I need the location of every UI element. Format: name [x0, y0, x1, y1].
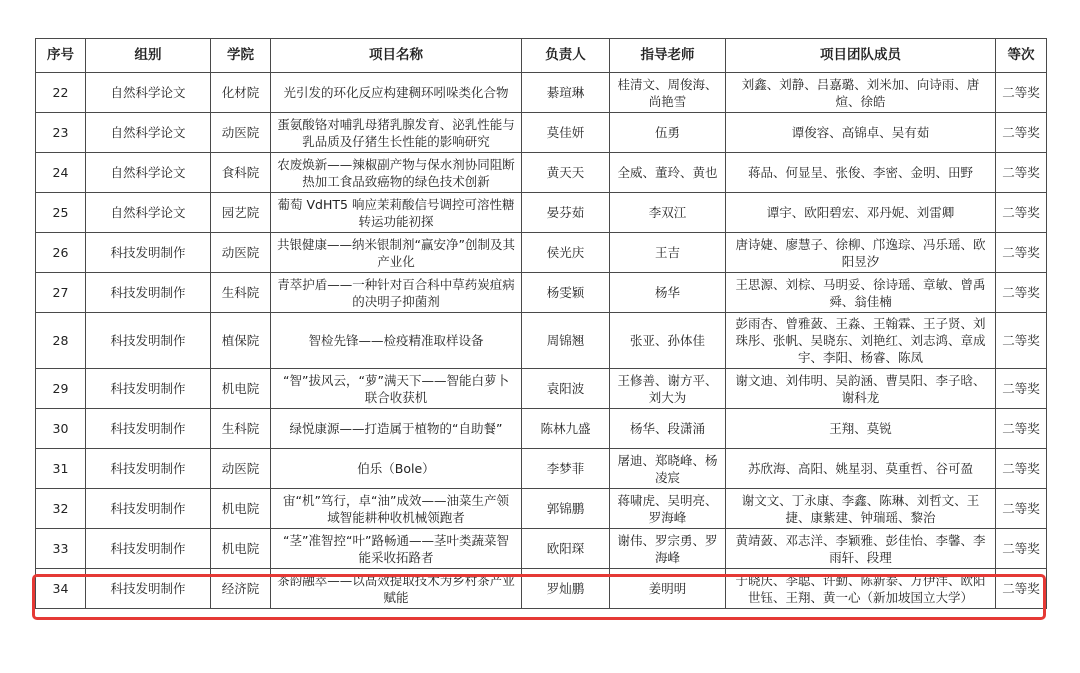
cell-group: 自然科学论文 [86, 73, 211, 113]
cell-leader: 黄天天 [522, 153, 610, 193]
cell-members: 王思源、刘棕、马明妥、徐诗瑶、章敏、曾禹舜、翁佳楠 [726, 273, 996, 313]
cell-advisor: 王修善、谢方平、刘大为 [610, 369, 726, 409]
cell-college: 园艺院 [211, 193, 271, 233]
cell-level: 二等奖 [996, 273, 1047, 313]
cell-leader: 郭锦鹏 [522, 489, 610, 529]
cell-college: 机电院 [211, 489, 271, 529]
cell-college: 生科院 [211, 409, 271, 449]
cell-leader: 陈林九盛 [522, 409, 610, 449]
cell-members: 彭雨杏、曾雅蔹、王淼、王翰霖、王子贤、刘珠彤、张帆、吴晓东、刘艳红、刘志鸿、章成宇、李阳、杨睿、陈凤 [726, 313, 996, 369]
header-leader: 负责人 [522, 39, 610, 73]
cell-project: 青萃护盾——一种针对百合科中草药炭疽病的决明子抑菌剂 [271, 273, 522, 313]
cell-project: 宙“机”笃行，卓“油”成效——油菜生产领域智能耕种收机械领跑者 [271, 489, 522, 529]
cell-group: 科技发明制作 [86, 369, 211, 409]
table-row [36, 489, 1047, 529]
cell-level: 二等奖 [996, 153, 1047, 193]
table-row [36, 153, 1047, 193]
cell-level: 二等奖 [996, 73, 1047, 113]
cell-seq: 26 [36, 233, 86, 273]
cell-college: 植保院 [211, 313, 271, 369]
cell-members: 苏欣海、高阳、姚星羽、莫重哲、谷可盈 [726, 449, 996, 489]
cell-college: 动医院 [211, 449, 271, 489]
cell-leader: 晏芬茹 [522, 193, 610, 233]
cell-seq: 27 [36, 273, 86, 313]
table-row [36, 409, 1047, 449]
cell-level: 二等奖 [996, 369, 1047, 409]
cell-members: 谭俊容、高锦卓、吴有茹 [726, 113, 996, 153]
cell-level: 二等奖 [996, 489, 1047, 529]
table-body [36, 73, 1047, 609]
header-project: 项目名称 [271, 39, 522, 73]
cell-project: “茎”准智控“叶”路畅通——茎叶类蔬菜智能采收拓路者 [271, 529, 522, 569]
cell-level: 二等奖 [996, 113, 1047, 153]
table-header-row [36, 39, 1047, 73]
cell-leader: 綦瑄琳 [522, 73, 610, 113]
cell-college: 生科院 [211, 273, 271, 313]
cell-project: 光引发的环化反应构建稠环吲哚类化合物 [271, 73, 522, 113]
cell-level: 二等奖 [996, 569, 1047, 609]
cell-level: 二等奖 [996, 409, 1047, 449]
cell-advisor: 全威、董玲、黄也 [610, 153, 726, 193]
header-members: 项目团队成员 [726, 39, 996, 73]
cell-members: 谢文迪、刘伟明、吴韵涵、曹昊阳、李子晗、谢科龙 [726, 369, 996, 409]
cell-group: 自然科学论文 [86, 153, 211, 193]
table-row [36, 569, 1047, 609]
cell-college: 动医院 [211, 113, 271, 153]
cell-members: 刘鑫、刘静、吕嘉璐、刘米加、向诗雨、唐煊、徐皓 [726, 73, 996, 113]
cell-group: 科技发明制作 [86, 409, 211, 449]
cell-members: 唐诗婕、廖慧子、徐柳、邝逸琮、冯乐瑶、欧阳昱汐 [726, 233, 996, 273]
cell-group: 自然科学论文 [86, 113, 211, 153]
cell-leader: 罗灿鹏 [522, 569, 610, 609]
cell-members: 谢文文、丁永康、李鑫、陈琳、刘哲文、王捷、康紫建、钟瑞瑶、黎治 [726, 489, 996, 529]
cell-project: 农废焕新——辣椒副产物与保水剂协同阻断热加工食品致癌物的绿色技术创新 [271, 153, 522, 193]
cell-leader: 周锦翘 [522, 313, 610, 369]
cell-advisor: 伍勇 [610, 113, 726, 153]
cell-group: 科技发明制作 [86, 569, 211, 609]
cell-group: 自然科学论文 [86, 193, 211, 233]
cell-seq: 28 [36, 313, 86, 369]
cell-advisor: 张亚、孙体佳 [610, 313, 726, 369]
cell-group: 科技发明制作 [86, 273, 211, 313]
table-row [36, 313, 1047, 369]
cell-seq: 24 [36, 153, 86, 193]
cell-leader: 杨雯颖 [522, 273, 610, 313]
cell-level: 二等奖 [996, 233, 1047, 273]
header-group: 组别 [86, 39, 211, 73]
table-row [36, 273, 1047, 313]
cell-leader: 莫佳妍 [522, 113, 610, 153]
cell-project: “智”拔风云，“萝”满天下——智能白萝卜联合收获机 [271, 369, 522, 409]
cell-group: 科技发明制作 [86, 449, 211, 489]
table-row [36, 113, 1047, 153]
cell-seq: 34 [36, 569, 86, 609]
cell-advisor: 谢伟、罗宗勇、罗海峰 [610, 529, 726, 569]
cell-leader: 欧阳琛 [522, 529, 610, 569]
cell-advisor: 杨华 [610, 273, 726, 313]
cell-advisor: 杨华、段潇涌 [610, 409, 726, 449]
cell-college: 机电院 [211, 369, 271, 409]
cell-project: 茶韵融萃——以高效提取技术为乡村茶产业赋能 [271, 569, 522, 609]
header-college: 学院 [211, 39, 271, 73]
cell-college: 动医院 [211, 233, 271, 273]
cell-members: 于晓庆、李聪、许勤、陈新泰、万伊洋、欧阳世钰、王翔、黄一心（新加坡国立大学） [726, 569, 996, 609]
cell-project: 葡萄 VdHT5 响应茉莉酸信号调控可溶性糖转运功能初探 [271, 193, 522, 233]
cell-project: 共银健康——纳米银制剂“赢安净”创制及其产业化 [271, 233, 522, 273]
cell-leader: 李梦菲 [522, 449, 610, 489]
table-row [36, 73, 1047, 113]
cell-level: 二等奖 [996, 193, 1047, 233]
cell-college: 经济院 [211, 569, 271, 609]
cell-advisor: 姜明明 [610, 569, 726, 609]
cell-seq: 22 [36, 73, 86, 113]
table-row [36, 233, 1047, 273]
cell-level: 二等奖 [996, 449, 1047, 489]
header-advisor: 指导老师 [610, 39, 726, 73]
cell-seq: 31 [36, 449, 86, 489]
cell-group: 科技发明制作 [86, 489, 211, 529]
cell-seq: 25 [36, 193, 86, 233]
cell-group: 科技发明制作 [86, 529, 211, 569]
cell-project: 绿悦康源——打造属于植物的“自助餐” [271, 409, 522, 449]
cell-group: 科技发明制作 [86, 313, 211, 369]
cell-members: 谭宇、欧阳碧宏、邓丹妮、刘雷卿 [726, 193, 996, 233]
cell-advisor: 屠迪、郑晓峰、杨凌宸 [610, 449, 726, 489]
cell-seq: 33 [36, 529, 86, 569]
cell-project: 蛋氨酸铬对哺乳母猪乳腺发育、泌乳性能与乳品质及仔猪生长性能的影响研究 [271, 113, 522, 153]
cell-project: 伯乐（Bole） [271, 449, 522, 489]
cell-members: 蒋品、何显呈、张俊、李密、金明、田野 [726, 153, 996, 193]
cell-project: 智检先锋——检疫精准取样设备 [271, 313, 522, 369]
cell-seq: 29 [36, 369, 86, 409]
cell-seq: 32 [36, 489, 86, 529]
cell-advisor: 李双江 [610, 193, 726, 233]
cell-members: 王翔、莫锐 [726, 409, 996, 449]
table-row [36, 529, 1047, 569]
table-row [36, 369, 1047, 409]
cell-seq: 23 [36, 113, 86, 153]
awards-table [35, 38, 1047, 609]
table-row [36, 193, 1047, 233]
cell-seq: 30 [36, 409, 86, 449]
cell-advisor: 蒋啸虎、吴明亮、罗海峰 [610, 489, 726, 529]
cell-advisor: 王吉 [610, 233, 726, 273]
table-row [36, 449, 1047, 489]
cell-college: 食科院 [211, 153, 271, 193]
cell-members: 黄靖蔹、邓志洋、李颖雅、彭佳怡、李馨、李雨轩、段理 [726, 529, 996, 569]
cell-leader: 袁阳波 [522, 369, 610, 409]
cell-leader: 侯光庆 [522, 233, 610, 273]
header-level: 等次 [996, 39, 1047, 73]
cell-group: 科技发明制作 [86, 233, 211, 273]
cell-college: 化材院 [211, 73, 271, 113]
cell-level: 二等奖 [996, 313, 1047, 369]
cell-level: 二等奖 [996, 529, 1047, 569]
cell-college: 机电院 [211, 529, 271, 569]
cell-advisor: 桂清文、周俊海、尚艳雪 [610, 73, 726, 113]
header-seq: 序号 [36, 39, 86, 73]
